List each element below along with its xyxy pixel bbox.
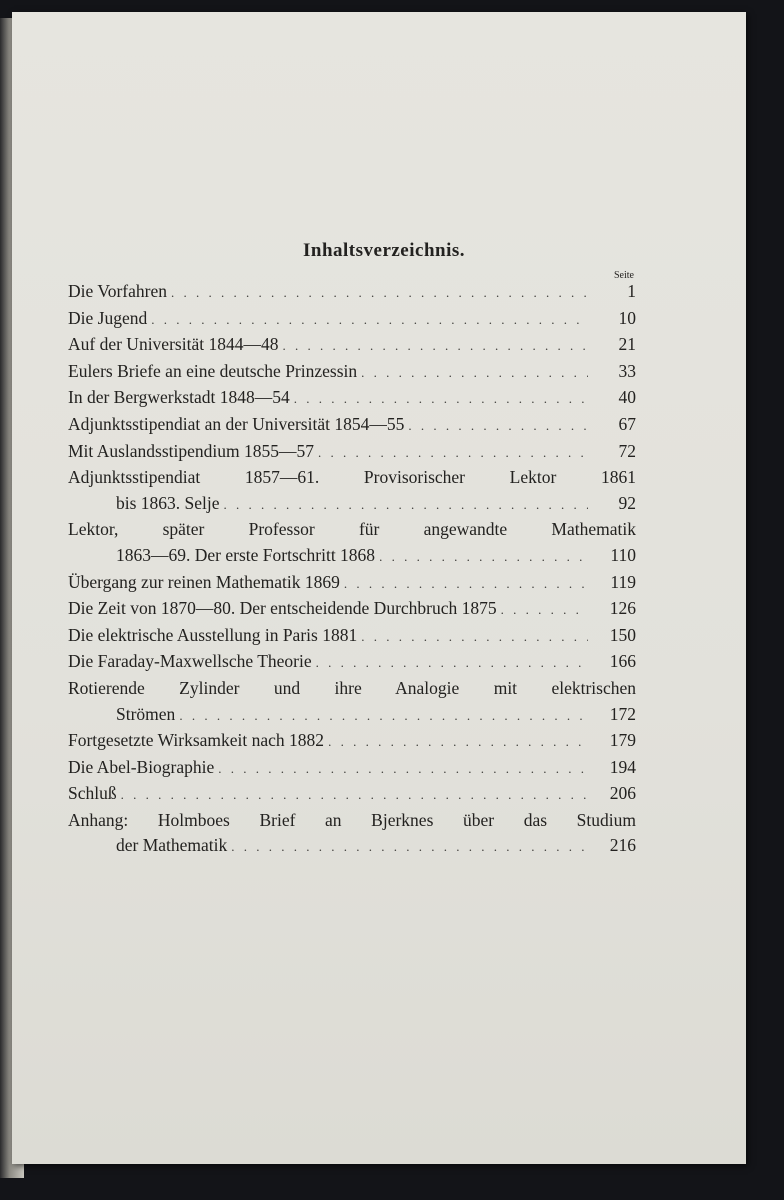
toc-entry-line [68,412,636,439]
toc-entry [68,676,636,728]
toc-page-number: 216 [609,835,636,856]
dot-leader [224,492,588,518]
toc-entry-line [68,491,636,518]
toc-entry-line [68,808,636,834]
toc-entry-title: Auf der Universität 1844—48 [68,334,279,355]
toc-entry-line [68,676,636,702]
toc-entry [68,570,636,597]
toc-entry [68,596,636,623]
toc-entry [68,279,636,306]
toc-entry-title: In der Bergwerkstadt 1848—54 [68,387,290,408]
dot-leader [282,333,588,359]
toc-entry-line [68,623,636,650]
toc-entry-line [68,543,636,570]
toc-entry [68,359,636,386]
dot-leader [408,413,588,439]
toc-entry-title: Die Abel-Biographie [68,756,215,777]
toc-entry-line [68,332,636,359]
toc-entry-title: Lektor, später Professor für angewandte Mathematik [68,519,636,540]
page-column-header: Seite [614,270,634,281]
toc-page-number: 119 [610,571,636,592]
toc-page-number: 92 [618,492,636,513]
toc-entry-line [68,385,636,412]
toc-title: Inhaltsverzeichnis. [302,240,466,261]
dot-leader [316,650,588,676]
toc-entry-line [68,306,636,333]
toc-entry-line [68,728,636,755]
toc-entry-title: Die Jugend [68,307,148,328]
toc-entry-line [68,279,636,306]
toc-entry-title: Adjunktsstipendiat 1857—61. Provisorischer Lektor 1861 [68,467,636,488]
dot-leader [361,360,588,386]
toc-entry-line [68,517,636,543]
table-of-contents [68,240,636,860]
toc-entry-title: Anhang: Holmboes Brief an Bjerknes über das Studium [68,809,636,830]
toc-page-number: 10 [618,307,636,328]
toc-entry [68,623,636,650]
toc-entry-title: Adjunktsstipendiat an der Universität 1854—55 [68,413,405,434]
toc-entry-title: Die Vorfahren [68,281,167,301]
toc-entry-title: der Mathematik [116,835,228,856]
toc-page-number: 206 [609,783,636,804]
book-page [12,12,746,1164]
toc-entry-title: bis 1863. Selje [116,492,220,513]
toc-entry [68,332,636,359]
toc-entry-title: 1863—69. Der erste Fortschritt 1868 [116,544,376,565]
toc-entry-line [68,833,636,860]
toc-entry [68,517,636,569]
dot-leader [231,834,588,860]
toc-entry-title: Schluß [68,783,117,804]
toc-entry-title: Übergang zur reinen Mathematik 1869 [68,571,340,592]
toc-page-number: 150 [609,624,636,645]
toc-entry-title: Die Zeit von 1870—80. Der entscheidende Durchbruch 1875 [68,598,497,619]
toc-entry-line [68,702,636,729]
toc-entry-line [68,359,636,386]
toc-entry [68,412,636,439]
toc-entry-title: Mit Auslandsstipendium 1855—57 [68,440,314,461]
dot-leader [318,440,588,466]
toc-entry-title: Eulers Briefe an eine deutsche Prinzessin [68,360,358,381]
dot-leader [501,597,588,623]
toc-page-number: 126 [609,598,636,619]
toc-entry [68,385,636,412]
toc-entry-title: Strömen [116,703,176,724]
dot-leader [361,624,588,650]
dot-leader [294,386,588,412]
toc-page-number: 72 [618,440,636,461]
toc-page-number: 40 [618,387,636,408]
toc-entry-title: Rotierende Zylinder und ihre Analogie mit elektrischen [68,677,636,698]
dot-leader [171,280,588,306]
toc-entry [68,755,636,782]
toc-entry [68,306,636,333]
toc-entry-line [68,465,636,491]
dot-leader [121,782,588,808]
dot-leader [344,571,588,597]
toc-entry-line [68,755,636,782]
toc-entry-line [68,439,636,466]
dot-leader [379,544,588,570]
toc-entry [68,439,636,466]
toc-entry-title: Die elektrische Ausstellung in Paris 1881 [68,624,358,645]
toc-page-number: 33 [618,360,636,381]
toc-page-number: 194 [609,756,636,777]
toc-entries [68,279,636,860]
toc-entry-title: Die Faraday-Maxwellsche Theorie [68,651,312,672]
dot-leader [151,307,588,333]
toc-entry [68,649,636,676]
toc-page-number: 21 [618,334,636,355]
toc-entry-line [68,649,636,676]
toc-entry [68,781,636,808]
toc-entry-line [68,596,636,623]
toc-page-number: 166 [609,651,636,672]
toc-page-number: 67 [618,413,636,434]
toc-entry-line [68,781,636,808]
toc-entry [68,465,636,517]
toc-page-number: 179 [609,730,636,751]
dot-leader [179,703,588,729]
toc-page-number: 172 [609,703,636,724]
toc-entry [68,808,636,860]
toc-entry [68,728,636,755]
toc-page-number: 110 [610,544,636,565]
dot-leader [218,756,588,782]
dot-leader [328,729,588,755]
toc-entry-title: Fortgesetzte Wirksamkeit nach 1882 [68,730,325,751]
toc-page-number: 1 [627,281,636,301]
toc-entry-line [68,570,636,597]
